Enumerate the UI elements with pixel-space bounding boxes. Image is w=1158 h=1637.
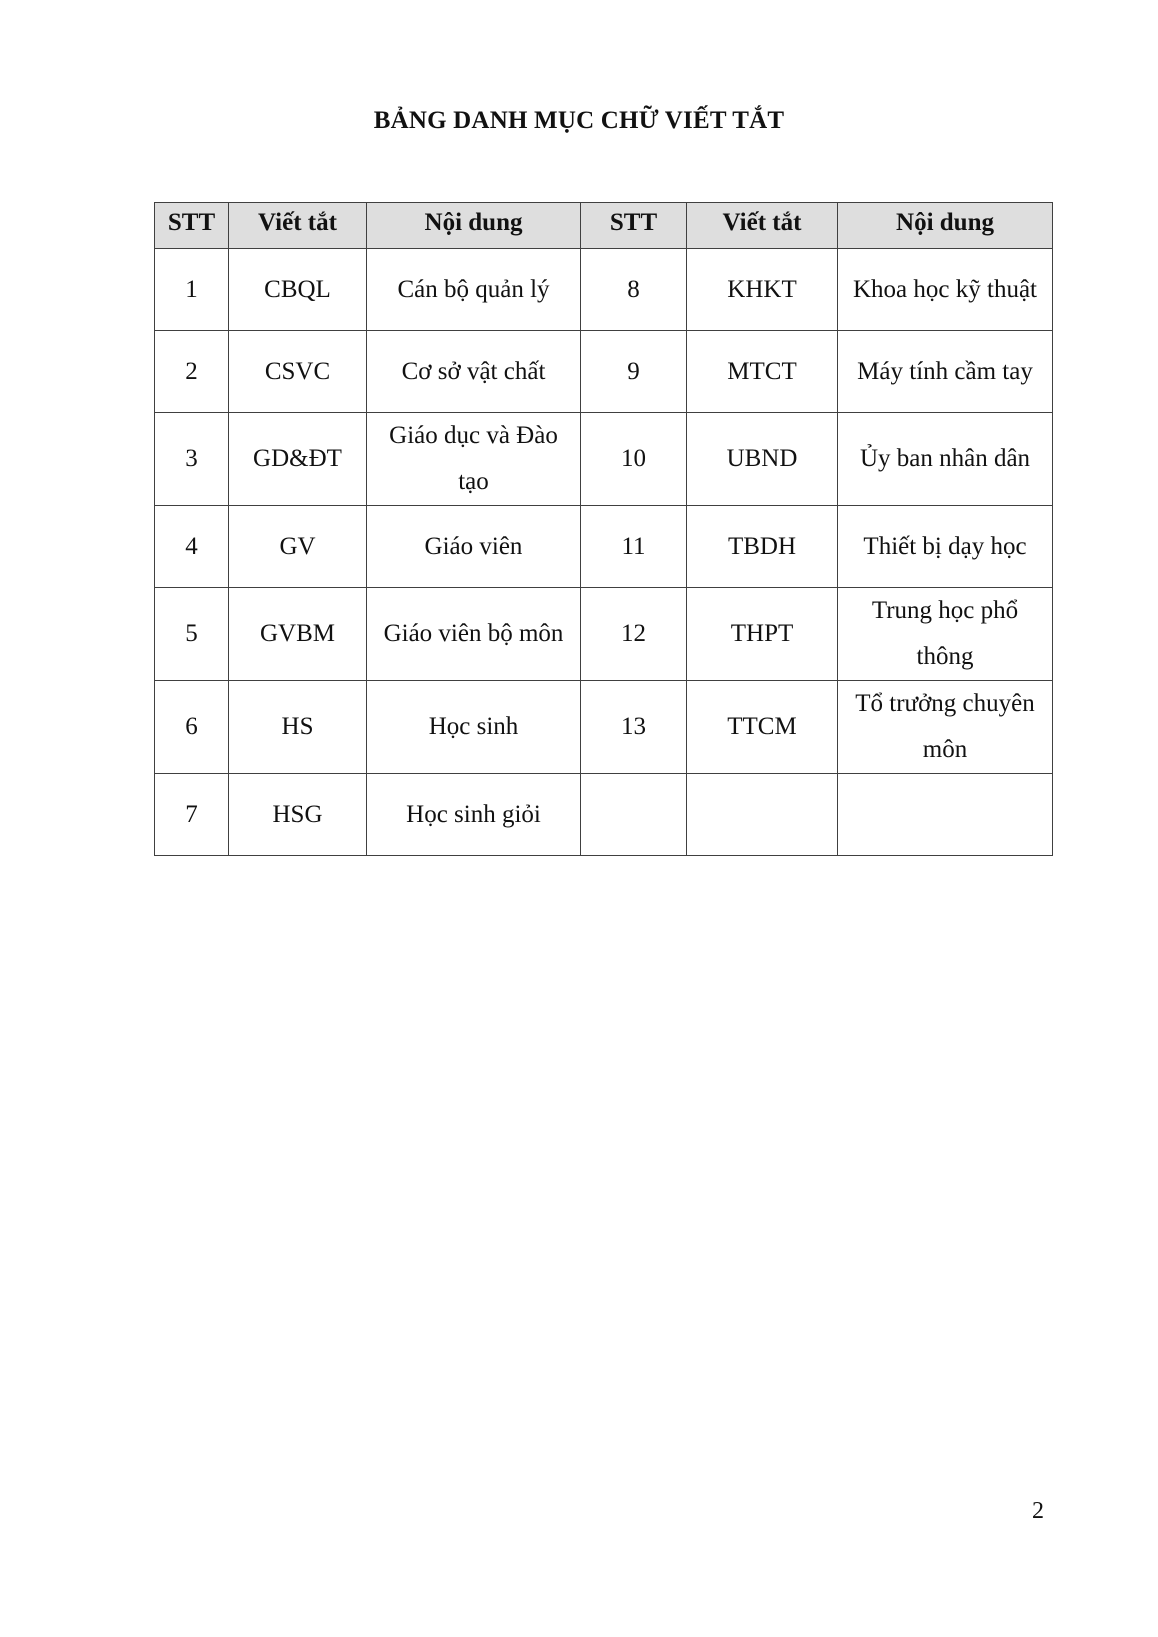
cell-abbreviation: UBND: [687, 413, 838, 506]
cell-content: Cán bộ quản lý: [367, 249, 581, 331]
cell-abbreviation: CBQL: [229, 249, 367, 331]
cell-abbreviation: TTCM: [687, 681, 838, 774]
cell-stt: 2: [155, 331, 229, 413]
header-content-right: Nội dung: [838, 203, 1053, 249]
cell-abbreviation: GV: [229, 506, 367, 588]
header-stt-right: STT: [581, 203, 687, 249]
cell-abbreviation: TBDH: [687, 506, 838, 588]
cell-content: Ủy ban nhân dân: [838, 413, 1053, 506]
cell-content: Tổ trưởng chuyên môn: [838, 681, 1053, 774]
cell-abbreviation: THPT: [687, 588, 838, 681]
cell-stt: 7: [155, 774, 229, 856]
cell-content: Thiết bị dạy học: [838, 506, 1053, 588]
cell-empty: [838, 774, 1053, 856]
page-title: BẢNG DANH MỤC CHỮ VIẾT TẮT: [373, 107, 785, 134]
table-row: [155, 681, 1053, 774]
cell-content: Cơ sở vật chất: [367, 331, 581, 413]
cell-content: Máy tính cầm tay: [838, 331, 1053, 413]
cell-empty: [687, 774, 838, 856]
table-header-row: [155, 203, 1053, 249]
page-number: 2: [1032, 1498, 1044, 1524]
table-row: [155, 774, 1053, 856]
header-stt-left: STT: [155, 203, 229, 249]
cell-stt: 11: [581, 506, 687, 588]
cell-stt: 5: [155, 588, 229, 681]
cell-abbreviation: HS: [229, 681, 367, 774]
cell-content: Học sinh: [367, 681, 581, 774]
header-abbreviation-right: Viết tắt: [687, 203, 838, 249]
cell-stt: 6: [155, 681, 229, 774]
cell-abbreviation: CSVC: [229, 331, 367, 413]
header-content-left: Nội dung: [367, 203, 581, 249]
cell-stt: 3: [155, 413, 229, 506]
cell-stt: 1: [155, 249, 229, 331]
cell-content: Khoa học kỹ thuật: [838, 249, 1053, 331]
cell-stt: 9: [581, 331, 687, 413]
cell-stt: 8: [581, 249, 687, 331]
cell-content: Học sinh giỏi: [367, 774, 581, 856]
table-row: [155, 413, 1053, 506]
header-abbreviation-left: Viết tắt: [229, 203, 367, 249]
cell-stt: 13: [581, 681, 687, 774]
table-row: [155, 331, 1053, 413]
cell-stt: 12: [581, 588, 687, 681]
cell-abbreviation: HSG: [229, 774, 367, 856]
table-row: [155, 588, 1053, 681]
cell-content: Giáo viên: [367, 506, 581, 588]
cell-content: Giáo dục và Đào tạo: [367, 413, 581, 506]
cell-stt: 10: [581, 413, 687, 506]
cell-empty: [581, 774, 687, 856]
cell-stt: 4: [155, 506, 229, 588]
cell-abbreviation: KHKT: [687, 249, 838, 331]
cell-content: Giáo viên bộ môn: [367, 588, 581, 681]
cell-abbreviation: MTCT: [687, 331, 838, 413]
abbreviation-table: [154, 202, 1053, 856]
cell-content: Trung học phổ thông: [838, 588, 1053, 681]
cell-abbreviation: GVBM: [229, 588, 367, 681]
table-row: [155, 506, 1053, 588]
cell-abbreviation: GD&ĐT: [229, 413, 367, 506]
table-row: [155, 249, 1053, 331]
